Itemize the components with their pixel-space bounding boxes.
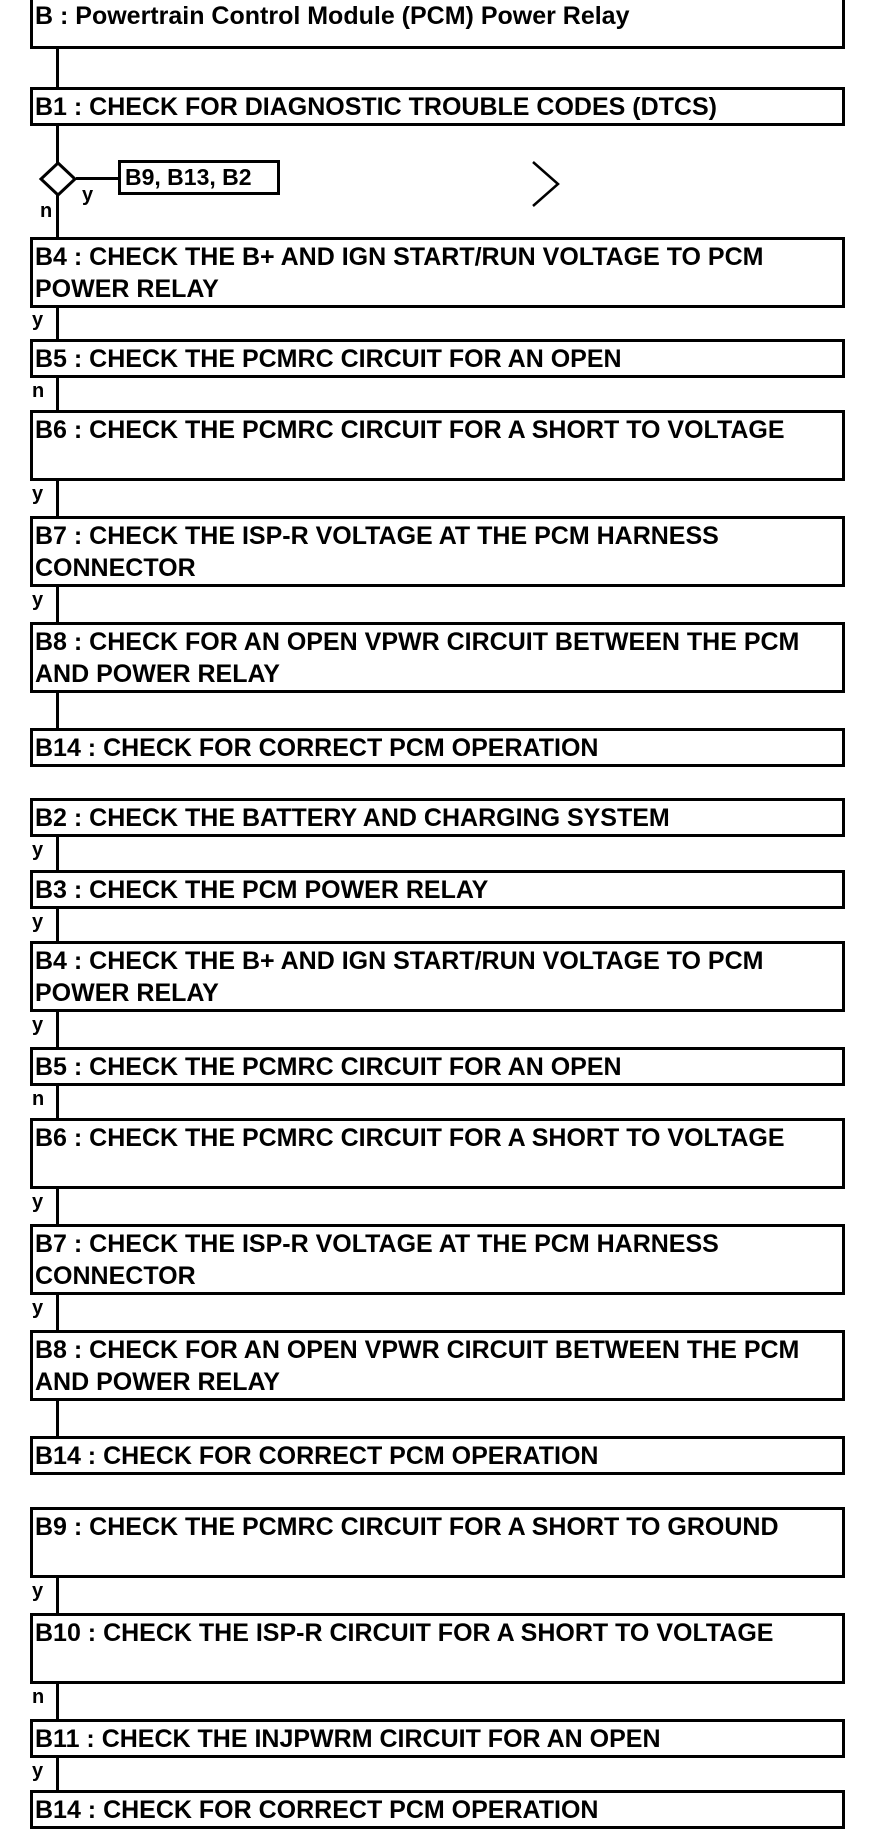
link-label: y: [32, 483, 44, 505]
link-label: y: [32, 309, 44, 331]
connector-line: [56, 693, 59, 728]
step-text: B3 : CHECK THE PCM POWER RELAY: [35, 876, 489, 904]
step-text: B9 : CHECK THE PCMRC CIRCUIT FOR A SHORT TO GROUND: [35, 1513, 779, 1541]
branch-reference-box: [118, 160, 280, 195]
link-label: y: [32, 839, 44, 861]
step-b1: [30, 87, 845, 126]
connector-line: [56, 909, 59, 941]
decision-diamond: [38, 161, 78, 197]
yes-branch-label: y: [82, 184, 94, 206]
connector-line: [56, 1684, 59, 1719]
link-label: y: [32, 1580, 44, 1602]
link-label: y: [32, 1297, 44, 1319]
connector-line: [56, 49, 59, 87]
step-text: B1 : CHECK FOR DIAGNOSTIC TROUBLE CODES (DTCS): [35, 93, 717, 121]
link-label: y: [32, 1014, 44, 1036]
step-text: B14 : CHECK FOR CORRECT PCM OPERATION: [35, 1442, 599, 1470]
step-text: B5 : CHECK THE PCMRC CIRCUIT FOR AN OPEN: [35, 345, 622, 373]
step-b2: [30, 798, 845, 837]
link-label: y: [32, 589, 44, 611]
step-text: B6 : CHECK THE PCMRC CIRCUIT FOR A SHORT TO VOLTAGE: [35, 416, 785, 444]
flowchart-title-text: B : Powertrain Control Module (PCM) Power Relay: [35, 2, 630, 30]
step-b14: [30, 728, 845, 767]
step-b14: [30, 1790, 845, 1829]
step-b5: [30, 339, 845, 378]
link-label: n: [32, 1686, 45, 1708]
step-b10: [30, 1613, 845, 1684]
connector-line: [56, 1189, 59, 1224]
connector-line: [56, 587, 59, 622]
no-branch-label: n: [40, 200, 53, 222]
step-text: B14 : CHECK FOR CORRECT PCM OPERATION: [35, 734, 599, 762]
link-label: y: [32, 1760, 44, 1782]
step-text: B6 : CHECK THE PCMRC CIRCUIT FOR A SHORT TO VOLTAGE: [35, 1124, 785, 1152]
step-text: B7 : CHECK THE ISP-R VOLTAGE AT THE PCM HARNESS CONNECTOR: [35, 1230, 719, 1290]
step-text: B14 : CHECK FOR CORRECT PCM OPERATION: [35, 1796, 599, 1824]
connector-line: [56, 481, 59, 516]
link-label: n: [32, 1088, 45, 1110]
link-label: y: [32, 1191, 44, 1213]
flowchart-title: [30, 0, 845, 49]
step-b8: [30, 622, 845, 693]
step-text: B10 : CHECK THE ISP-R CIRCUIT FOR A SHORT TO VOLTAGE: [35, 1619, 774, 1647]
link-label: n: [32, 380, 45, 402]
step-text: B2 : CHECK THE BATTERY AND CHARGING SYSTEM: [35, 804, 670, 832]
yes-branch-line: [76, 177, 120, 180]
connector-line: [56, 1295, 59, 1330]
step-text: B11 : CHECK THE INJPWRM CIRCUIT FOR AN OPEN: [35, 1725, 661, 1753]
step-b3: [30, 870, 845, 909]
step-text: B7 : CHECK THE ISP-R VOLTAGE AT THE PCM HARNESS CONNECTOR: [35, 522, 719, 582]
step-b6: [30, 1118, 845, 1189]
connector-line: [56, 378, 59, 410]
step-b9: [30, 1507, 845, 1578]
step-b8: [30, 1330, 845, 1401]
connector-line: [56, 308, 59, 339]
connector-line: [56, 837, 59, 870]
step-text: B8 : CHECK FOR AN OPEN VPWR CIRCUIT BETWEEN THE PCM AND POWER RELAY: [35, 1336, 800, 1396]
link-label: y: [32, 911, 44, 933]
step-text: B4 : CHECK THE B+ AND IGN START/RUN VOLTAGE TO PCM POWER RELAY: [35, 947, 764, 1007]
step-b11: [30, 1719, 845, 1758]
step-b7: [30, 516, 845, 587]
step-b4: [30, 237, 845, 308]
connector-line: [56, 194, 59, 237]
step-b5: [30, 1047, 845, 1086]
chevron-right-icon: [530, 159, 562, 209]
step-b4: [30, 941, 845, 1012]
connector-line: [56, 1578, 59, 1613]
connector-line: [56, 1401, 59, 1436]
step-text: B8 : CHECK FOR AN OPEN VPWR CIRCUIT BETWEEN THE PCM AND POWER RELAY: [35, 628, 800, 688]
step-b14: [30, 1436, 845, 1475]
step-b7: [30, 1224, 845, 1295]
step-text: B5 : CHECK THE PCMRC CIRCUIT FOR AN OPEN: [35, 1053, 622, 1081]
connector-line: [56, 1012, 59, 1047]
step-text: B4 : CHECK THE B+ AND IGN START/RUN VOLTAGE TO PCM POWER RELAY: [35, 243, 764, 303]
connector-line: [56, 1086, 59, 1118]
branch-reference-text: B9, B13, B2: [125, 164, 252, 190]
connector-line: [56, 1758, 59, 1790]
step-b6: [30, 410, 845, 481]
